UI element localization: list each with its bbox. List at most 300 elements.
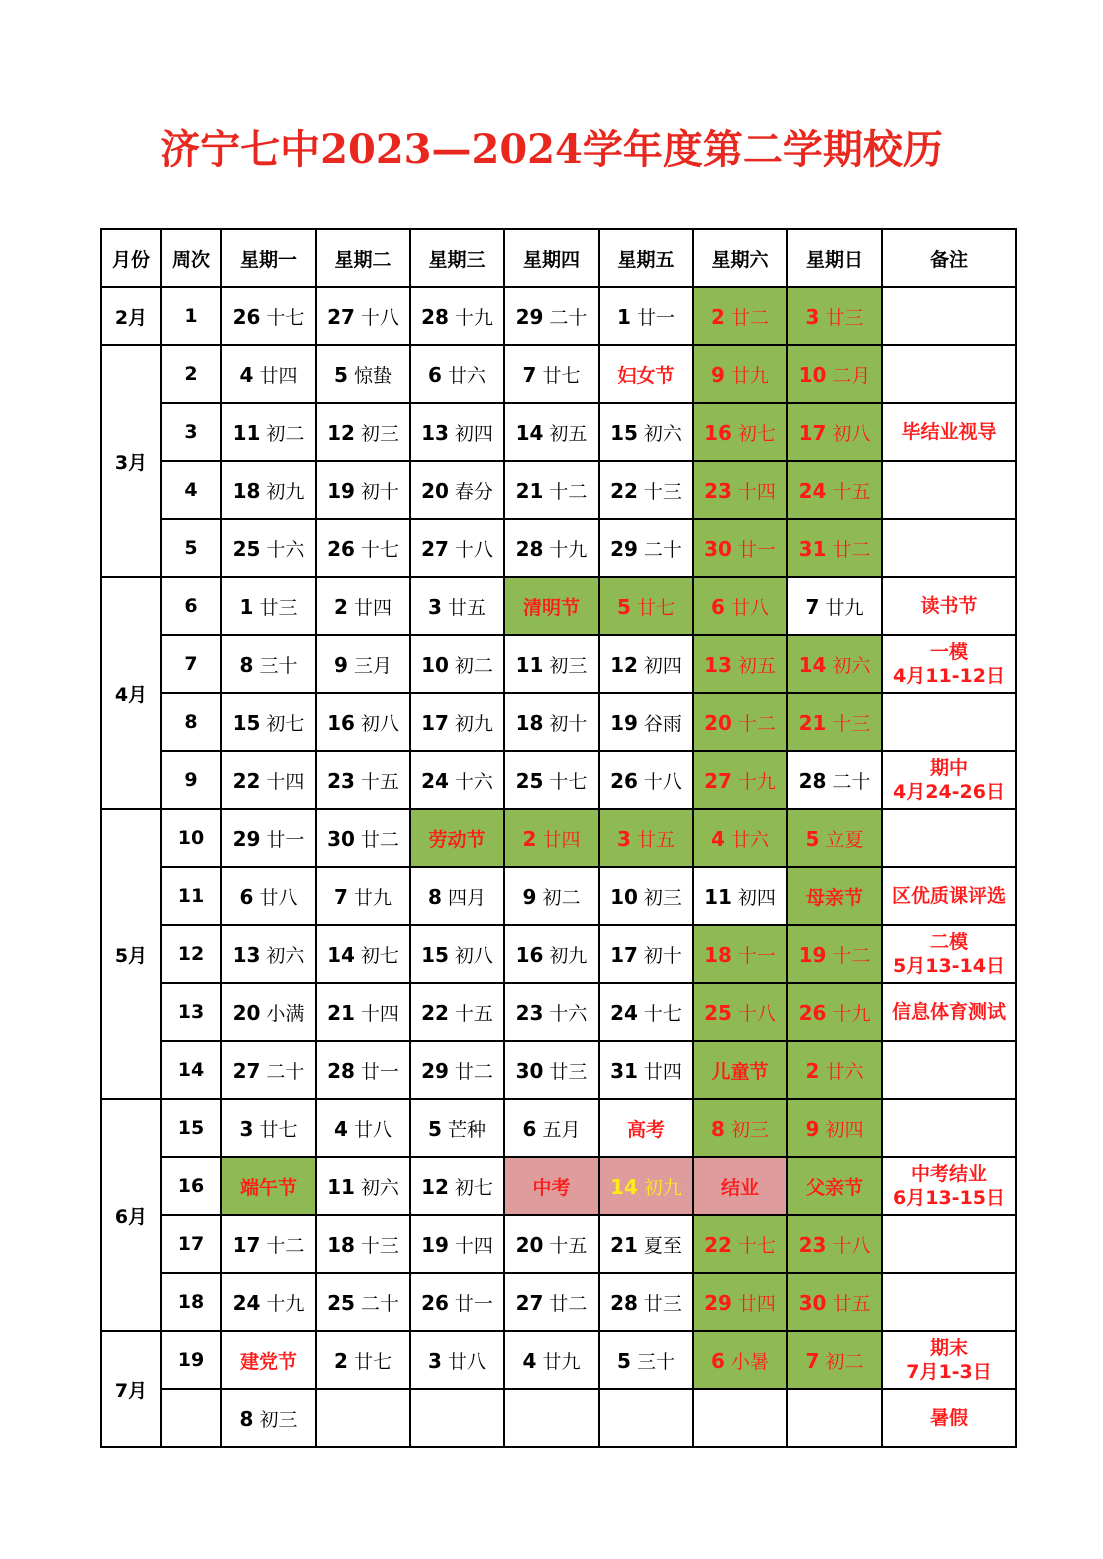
lunar-date: 初三 [259,1408,298,1431]
table-row [101,983,1016,1041]
day-number: 26 [798,1000,827,1025]
lunar-date: 十五 [360,770,399,793]
day-cell [787,635,882,693]
day-number: 13 [232,942,261,967]
lunar-date: 芒种 [447,1118,486,1141]
lunar-date: 初七 [266,712,305,735]
month-cell: 4月 [101,577,161,809]
day-cell [504,983,599,1041]
day-number: 26 [232,304,261,329]
lunar-date: 廿四 [259,364,298,387]
note-cell [882,1099,1016,1157]
note-line: 期中 [929,757,968,779]
lunar-date: 廿二 [549,1292,588,1315]
day-number: 12 [610,652,638,677]
day-cell [599,751,693,809]
day-number: 6 [711,594,725,619]
day-cell [787,1215,882,1273]
table-row [101,1273,1016,1331]
day-number: 7 [805,1348,820,1373]
day-cell [599,1041,693,1099]
day-cell [504,1099,599,1157]
day-number: 2 [334,1348,348,1373]
holiday-label: 父亲节 [805,1176,863,1199]
day-cell [504,577,599,635]
day-number: 10 [610,884,638,909]
note-line: 5月13-14日 [893,955,1005,977]
lunar-date: 十九 [549,538,588,561]
lunar-date: 廿八 [447,1350,486,1373]
day-cell [410,925,504,983]
lunar-date: 二十 [360,1292,399,1315]
week-number-cell: 7 [161,635,221,693]
day-cell [316,751,410,809]
note-cell [882,809,1016,867]
lunar-date: 初九 [643,1176,682,1199]
lunar-date: 夏至 [643,1234,682,1257]
table-row [101,1041,1016,1099]
week-number-cell: 3 [161,403,221,461]
day-cell [693,1389,787,1447]
note-line: 信息体育测试 [891,1001,1006,1023]
day-number: 12 [421,1174,449,1199]
note-cell [882,461,1016,519]
lunar-date: 廿七 [353,1350,392,1373]
table-row [101,809,1016,867]
day-cell [504,751,599,809]
week-number-cell: 5 [161,519,221,577]
day-number: 23 [515,1000,544,1025]
week-number-cell: 16 [161,1157,221,1215]
day-number: 4 [711,826,725,851]
header-tuesday: 星期二 [316,229,410,287]
day-number: 17 [798,420,827,445]
day-number: 4 [239,362,254,387]
day-number: 21 [327,1000,355,1025]
day-cell [410,287,504,345]
day-cell [410,809,504,867]
note-line: 毕结业视导 [901,421,997,443]
day-cell [316,1215,410,1273]
day-cell [221,345,316,403]
lunar-date: 十二 [832,944,871,967]
note-cell [882,925,1016,983]
holiday-label: 儿童节 [711,1060,769,1083]
lunar-date: 廿七 [259,1118,298,1141]
day-number: 14 [610,1174,638,1199]
day-cell [504,1273,599,1331]
day-number: 11 [515,652,544,677]
day-cell [316,983,410,1041]
lunar-date: 十四 [454,1234,493,1257]
day-cell [787,461,882,519]
lunar-date: 初三 [730,1118,769,1141]
day-number: 18 [704,942,732,967]
note-line: 中考结业 [910,1163,987,1185]
day-number: 27 [515,1290,544,1315]
table-row [101,1389,1016,1447]
lunar-date: 廿五 [447,596,486,619]
day-cell [504,1215,599,1273]
table-row [101,403,1016,461]
lunar-date: 十四 [737,480,776,503]
lunar-date: 初五 [549,422,588,445]
day-number: 23 [704,478,732,503]
week-number-cell: 4 [161,461,221,519]
table-row [101,461,1016,519]
day-number: 3 [805,304,820,329]
holiday-label: 高考 [626,1118,665,1141]
day-cell [504,1041,599,1099]
day-cell [221,635,316,693]
week-number-cell: 19 [161,1331,221,1389]
holiday-label: 中考 [532,1176,571,1199]
day-cell [599,1389,693,1447]
lunar-date: 十七 [266,306,305,329]
note-line: 区优质课评选 [891,885,1006,907]
day-cell [504,461,599,519]
week-number-cell: 8 [161,693,221,751]
lunar-date: 惊蛰 [353,364,392,387]
lunar-date: 初六 [832,654,871,677]
lunar-date: 廿二 [454,1060,493,1083]
day-cell [504,519,599,577]
day-cell [787,809,882,867]
day-number: 3 [239,1116,254,1141]
day-cell [787,287,882,345]
lunar-date: 廿九 [542,1350,581,1373]
day-cell [316,577,410,635]
header-row [101,229,1016,287]
day-cell [599,693,693,751]
day-cell [599,1331,693,1389]
day-cell [410,867,504,925]
day-number: 6 [711,1348,725,1373]
day-number: 22 [232,768,261,793]
day-number: 30 [798,1290,827,1315]
header-thursday: 星期四 [504,229,599,287]
lunar-date: 十八 [737,1002,776,1025]
lunar-date: 小暑 [730,1350,769,1373]
lunar-date: 廿八 [353,1118,392,1141]
day-cell [316,925,410,983]
table-row [101,519,1016,577]
table-row [101,693,1016,751]
note-cell [882,693,1016,751]
lunar-date: 廿一 [454,1292,493,1315]
day-cell [221,1099,316,1157]
day-number: 8 [428,884,442,909]
lunar-date: 初八 [360,712,399,735]
lunar-date: 十三 [360,1234,399,1257]
note-cell [882,287,1016,345]
day-cell [693,983,787,1041]
day-number: 3 [428,594,442,619]
day-cell [787,1099,882,1157]
week-number-cell: 17 [161,1215,221,1273]
note-line: 4月11-12日 [893,665,1005,687]
lunar-date: 廿二 [832,538,871,561]
day-cell [693,519,787,577]
lunar-date: 初三 [360,422,399,445]
day-cell [693,751,787,809]
lunar-date: 立夏 [825,828,864,851]
day-number: 22 [421,1000,449,1025]
day-cell [221,1273,316,1331]
lunar-date: 初九 [454,712,493,735]
week-number-cell: 2 [161,345,221,403]
table-row [101,1215,1016,1273]
day-number: 20 [704,710,732,735]
lunar-date: 十九 [832,1002,871,1025]
day-number: 27 [704,768,732,793]
day-cell [787,867,882,925]
week-number-cell: 11 [161,867,221,925]
day-cell [504,867,599,925]
lunar-date: 廿八 [259,886,298,909]
day-cell [316,1041,410,1099]
day-cell [410,1041,504,1099]
lunar-date: 初九 [266,480,305,503]
day-cell [693,809,787,867]
day-number: 7 [805,594,820,619]
note-cell [882,403,1016,461]
day-cell [693,1157,787,1215]
day-number: 15 [232,710,261,735]
lunar-date: 十七 [360,538,399,561]
day-number: 27 [327,304,355,329]
lunar-date: 四月 [447,886,486,909]
table-row [101,635,1016,693]
day-cell [221,693,316,751]
day-number: 18 [232,478,261,503]
day-cell [221,751,316,809]
day-cell [787,1389,882,1447]
header-wednesday: 星期三 [410,229,504,287]
lunar-date: 初三 [643,886,682,909]
lunar-date: 廿一 [737,538,776,561]
lunar-date: 初十 [549,712,588,735]
day-number: 2 [522,826,537,851]
note-cell [882,1157,1016,1215]
lunar-date: 初六 [266,944,305,967]
day-number: 17 [421,710,449,735]
day-cell [221,1331,316,1389]
page-title: 济宁七中2023—2024学年度第二学期校历 [160,126,943,173]
note-cell [882,1273,1016,1331]
day-number: 19 [610,710,638,735]
holiday-label: 劳动节 [428,828,486,851]
day-number: 23 [327,768,355,793]
month-cell: 5月 [101,809,161,1099]
week-number-cell: 13 [161,983,221,1041]
day-number: 5 [617,594,631,619]
note-line: 7月1-3日 [906,1361,992,1383]
note-cell [882,345,1016,403]
lunar-date: 廿一 [360,1060,399,1083]
day-number: 25 [515,768,544,793]
day-cell [787,577,882,635]
note-cell [882,577,1016,635]
table-row [101,345,1016,403]
day-cell [599,345,693,403]
note-line: 6月13-15日 [893,1187,1005,1209]
lunar-date: 廿七 [542,364,581,387]
day-number: 20 [232,1000,261,1025]
day-number: 28 [798,768,827,793]
note-cell [882,1331,1016,1389]
day-number: 19 [798,942,827,967]
lunar-date: 二十 [832,770,871,793]
day-cell [693,925,787,983]
day-cell [221,809,316,867]
day-cell [693,1041,787,1099]
header-week: 周次 [161,229,221,287]
holiday-label: 结业 [720,1176,759,1199]
table-row [101,287,1016,345]
lunar-date: 廿三 [549,1060,588,1083]
day-number: 2 [805,1058,820,1083]
day-cell [599,867,693,925]
lunar-date: 十二 [549,480,588,503]
day-cell [221,461,316,519]
day-number: 9 [334,652,348,677]
day-number: 16 [704,420,732,445]
day-cell [221,287,316,345]
day-cell [504,1157,599,1215]
lunar-date: 廿八 [730,596,769,619]
day-cell [693,867,787,925]
day-number: 24 [610,1000,638,1025]
lunar-date: 三十 [636,1350,675,1373]
lunar-date: 廿一 [636,306,675,329]
table-row [101,867,1016,925]
day-cell [221,925,316,983]
day-cell [599,1157,693,1215]
school-calendar-table [100,228,1017,1448]
day-number: 29 [704,1290,732,1315]
lunar-date: 初四 [825,1118,864,1141]
day-cell [599,983,693,1041]
note-cell [882,1389,1016,1447]
day-number: 26 [327,536,355,561]
header-month: 月份 [101,229,161,287]
lunar-date: 十三 [643,480,682,503]
day-number: 29 [515,304,544,329]
lunar-date: 廿四 [542,828,581,851]
lunar-date: 十八 [643,770,682,793]
table-row [101,577,1016,635]
note-line: 4月24-26日 [893,781,1005,803]
week-number-cell: 15 [161,1099,221,1157]
day-number: 2 [334,594,348,619]
day-cell [410,1389,504,1447]
day-number: 26 [610,768,638,793]
day-number: 10 [798,362,827,387]
day-cell [316,1157,410,1215]
day-cell [693,287,787,345]
day-cell [410,403,504,461]
week-number-cell [161,1389,221,1447]
day-cell [504,345,599,403]
day-number: 21 [610,1232,638,1257]
lunar-date: 十六 [454,770,493,793]
header-saturday: 星期六 [693,229,787,287]
lunar-date: 廿九 [825,596,864,619]
day-number: 3 [428,1348,442,1373]
day-cell [787,983,882,1041]
lunar-date: 初四 [643,654,682,677]
day-cell [599,519,693,577]
day-cell [693,403,787,461]
lunar-date: 廿四 [737,1292,776,1315]
lunar-date: 初三 [549,654,588,677]
lunar-date: 十九 [737,770,776,793]
day-cell [693,693,787,751]
day-number: 27 [421,536,449,561]
day-cell [504,809,599,867]
note-line: 期末 [929,1337,968,1359]
lunar-date: 廿一 [266,828,305,851]
day-number: 5 [334,362,348,387]
day-cell [787,1041,882,1099]
day-cell [410,983,504,1041]
day-cell [787,751,882,809]
week-number-cell: 12 [161,925,221,983]
day-number: 11 [327,1174,355,1199]
day-number: 21 [515,478,544,503]
day-number: 14 [327,942,355,967]
lunar-date: 廿四 [643,1060,682,1083]
day-cell [787,1273,882,1331]
day-cell [693,461,787,519]
lunar-date: 廿九 [730,364,769,387]
month-cell: 2月 [101,287,161,345]
lunar-date: 初二 [454,654,493,677]
week-number-cell: 9 [161,751,221,809]
day-number: 24 [421,768,449,793]
lunar-date: 初五 [737,654,776,677]
day-cell [316,635,410,693]
day-cell [316,461,410,519]
day-number: 25 [232,536,261,561]
day-cell [787,519,882,577]
holiday-label: 清明节 [522,596,580,619]
lunar-date: 廿二 [730,306,769,329]
day-cell [787,403,882,461]
lunar-date: 初八 [832,422,871,445]
day-number: 9 [522,884,537,909]
lunar-date: 十四 [360,1002,399,1025]
day-cell [787,925,882,983]
day-cell [410,751,504,809]
lunar-date: 十一 [737,944,776,967]
day-number: 25 [704,1000,732,1025]
day-cell [410,461,504,519]
lunar-date: 三十 [259,654,298,677]
lunar-date: 初九 [549,944,588,967]
holiday-label: 母亲节 [805,886,863,909]
day-cell [221,867,316,925]
lunar-date: 十五 [549,1234,588,1257]
day-number: 13 [704,652,732,677]
note-line: 一模 [929,641,968,663]
day-cell [316,345,410,403]
note-cell [882,751,1016,809]
month-cell: 3月 [101,345,161,577]
week-number-cell: 10 [161,809,221,867]
week-number-cell: 14 [161,1041,221,1099]
